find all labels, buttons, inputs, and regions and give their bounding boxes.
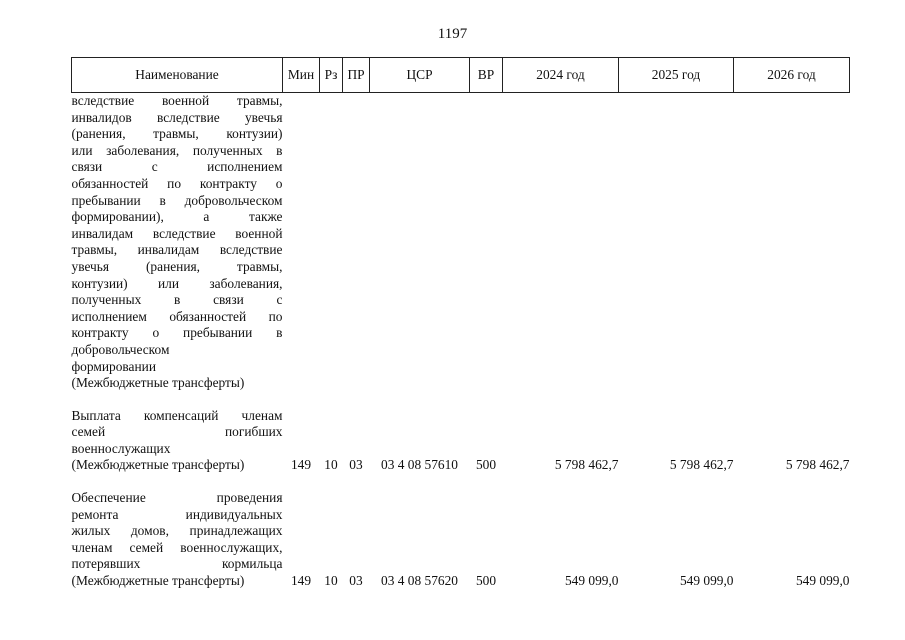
cell-2026: 549 099,0 bbox=[795, 573, 850, 589]
cell-rz bbox=[320, 93, 343, 392]
cell-name-line: (Межбюджетные трансферты) bbox=[71, 457, 245, 473]
cell-name-line: связи с исполнением bbox=[71, 159, 283, 175]
cell-min: 149 bbox=[290, 573, 312, 589]
cell-pr: 03 bbox=[349, 573, 363, 589]
cell-2024 bbox=[503, 93, 619, 392]
row-spacer-cell bbox=[72, 392, 850, 408]
page-number: 1197 bbox=[437, 26, 468, 42]
header-2026: 2026 год bbox=[734, 58, 850, 93]
cell-2024: 5 798 462,7 bbox=[554, 457, 619, 473]
cell-csr: 03 4 08 57610 bbox=[381, 457, 458, 473]
header-vr: ВР bbox=[470, 58, 503, 93]
header-rz: Рз bbox=[320, 58, 343, 93]
cell-rz: 10 bbox=[324, 573, 338, 589]
cell-name bbox=[72, 490, 283, 590]
cell-name-line: Обеспечение проведения bbox=[71, 490, 283, 506]
cell-rz: 10 bbox=[324, 457, 338, 473]
cell-2026: 5 798 462,7 bbox=[785, 457, 850, 473]
cell-vr bbox=[470, 93, 503, 392]
cell-min: 149 bbox=[290, 457, 312, 473]
budget-table bbox=[71, 57, 850, 590]
cell-name-line: семей погибших bbox=[71, 424, 283, 440]
header-pr: ПР bbox=[343, 58, 370, 93]
cell-2025: 549 099,0 bbox=[679, 573, 734, 589]
table-header-row bbox=[72, 58, 850, 93]
cell-name-line: травмы, инвалидам вследствие bbox=[71, 242, 283, 258]
cell-name-line: Выплата компенсаций членам bbox=[71, 407, 283, 423]
table-row bbox=[72, 490, 850, 590]
cell-name-line: инвалидов вследствие увечья bbox=[71, 109, 283, 125]
cell-2025 bbox=[619, 93, 734, 392]
cell-name-line: членам семей военнослужащих, bbox=[71, 539, 283, 555]
table-body bbox=[72, 93, 850, 590]
header-2025: 2025 год bbox=[619, 58, 734, 93]
cell-name-line: военнослужащих bbox=[71, 440, 171, 456]
cell-name-line: формировании bbox=[71, 358, 156, 374]
cell-csr bbox=[370, 93, 470, 392]
header-name: Наименование bbox=[72, 58, 283, 93]
header-csr: ЦСР bbox=[370, 58, 470, 93]
cell-name-line: контузии) или заболевания, bbox=[71, 275, 283, 291]
cell-name-line: (Межбюджетные трансферты) bbox=[71, 573, 245, 589]
cell-name-line: жилых домов, принадлежащих bbox=[71, 523, 283, 539]
cell-2026 bbox=[734, 93, 850, 392]
cell-name-line: (Межбюджетные трансферты) bbox=[71, 375, 245, 391]
cell-vr: 500 bbox=[475, 573, 497, 589]
table-row bbox=[72, 93, 850, 392]
cell-name-line: обязанностей по контракту о bbox=[71, 175, 283, 191]
header-2024: 2024 год bbox=[503, 58, 619, 93]
cell-2025: 5 798 462,7 bbox=[669, 457, 734, 473]
cell-name-line: вследствие военной травмы, bbox=[71, 93, 283, 108]
header-min: Мин bbox=[283, 58, 320, 93]
row-spacer bbox=[72, 392, 850, 408]
cell-name-line: добровольческом bbox=[71, 341, 170, 357]
cell-name-line: контракту о пребывании в bbox=[71, 325, 283, 341]
cell-name-line: потерявших кормильца bbox=[71, 556, 283, 572]
cell-name-line: ремонта индивидуальных bbox=[71, 506, 283, 522]
cell-min bbox=[283, 93, 320, 392]
cell-pr: 03 bbox=[349, 457, 363, 473]
cell-name-line: исполнением обязанностей по bbox=[71, 308, 283, 324]
row-spacer bbox=[72, 474, 850, 490]
cell-csr: 03 4 08 57620 bbox=[381, 573, 458, 589]
cell-name bbox=[72, 93, 283, 392]
cell-name-line: инвалидам вследствие военной bbox=[71, 225, 283, 241]
cell-2024: 549 099,0 bbox=[564, 573, 619, 589]
cell-name-line: полученных в связи с bbox=[71, 292, 283, 308]
cell-name bbox=[72, 408, 283, 474]
cell-vr: 500 bbox=[475, 457, 497, 473]
cell-pr bbox=[343, 93, 370, 392]
row-spacer-cell bbox=[72, 474, 850, 490]
cell-name-line: пребывании в добровольческом bbox=[71, 192, 283, 208]
cell-name-line: (ранения, травмы, контузии) bbox=[71, 126, 283, 142]
table-row bbox=[72, 408, 850, 474]
cell-name-line: увечья (ранения, травмы, bbox=[71, 258, 283, 274]
cell-name-line: формировании), а также bbox=[71, 209, 283, 225]
cell-name-line: или заболевания, полученных в bbox=[71, 142, 283, 158]
